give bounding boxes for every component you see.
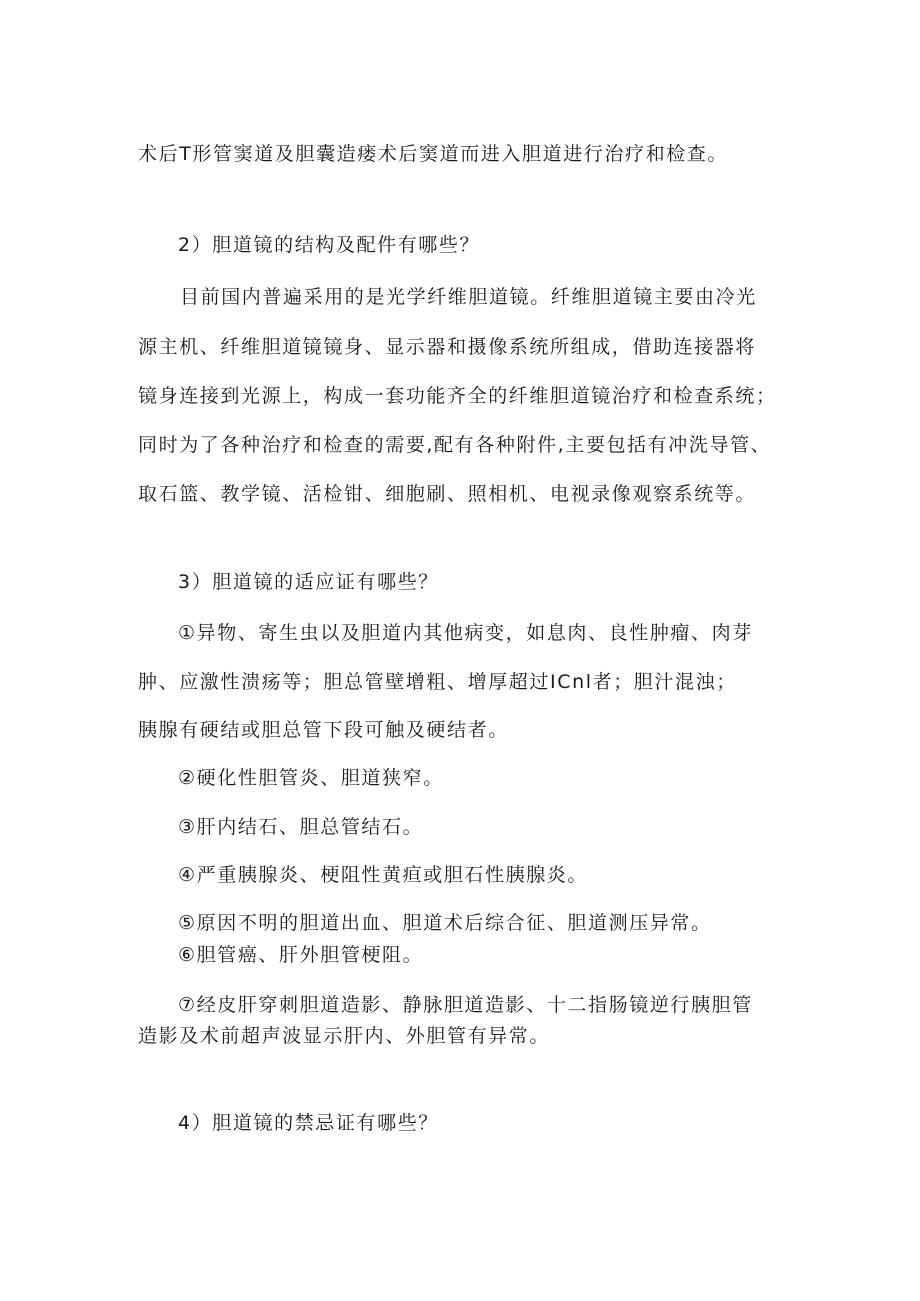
section-heading: 3）胆道镜的适应证有哪些？ [178,571,439,593]
list-item: ⑤原因不明的胆道出血、胆道术后综合征、胆道测压异常。 [178,912,712,934]
list-item: ③肝内结石、胆总管结石。 [178,816,424,838]
paragraph-line: 术后T形管窦道及胆囊造瘘术后窦道而进入胆道进行治疗和检查。 [138,143,729,165]
list-item: ①异物、寄生虫以及胆道内其他病变，如息肉、良性肿瘤、肉芽 [178,622,753,644]
paragraph-line: 目前国内普遍采用的是光学纤维胆道镜。纤维胆道镜主要由冷光 [180,286,757,308]
paragraph-line: 造影及术前超声波显示肝内、外胆管有异常。 [138,1025,551,1047]
section-heading: 2）胆道镜的结构及配件有哪些？ [178,234,481,256]
paragraph-line: 胰腺有硬结或胆总管下段可触及硬结者。 [138,719,509,741]
list-item: ⑥胆管癌、肝外胆管梗阻。 [178,944,424,966]
list-item: ②硬化性胆管炎、胆道狭窄。 [178,767,444,789]
paragraph-line: 肿、应激性溃疡等；胆总管壁增粗、增厚超过ICnl者；胆汁混浊； [138,671,737,693]
paragraph-line: 镜身连接到光源上，构成一套功能齐全的纤维胆道镜治疗和检查系统； [138,385,777,407]
list-item: ④严重胰腺炎、梗阻性黄疸或胆石性胰腺炎。 [178,864,589,886]
paragraph-line: 同时为了各种治疗和检查的需要,配有各种附件,主要包括有冲洗导管、 [138,434,772,456]
section-heading: 4）胆道镜的禁忌证有哪些？ [178,1112,439,1134]
paragraph-line: 源主机、纤维胆道镜镜身、显示器和摄像系统所组成，借助连接器将 [138,336,757,358]
paragraph-line: 取石篮、教学镜、活检钳、细胞刷、照相机、电视录像观察系统等。 [138,483,757,505]
list-item: ⑦经皮肝穿刺胆道造影、静脉胆道造影、十二指肠镜逆行胰胆管 [178,994,753,1016]
